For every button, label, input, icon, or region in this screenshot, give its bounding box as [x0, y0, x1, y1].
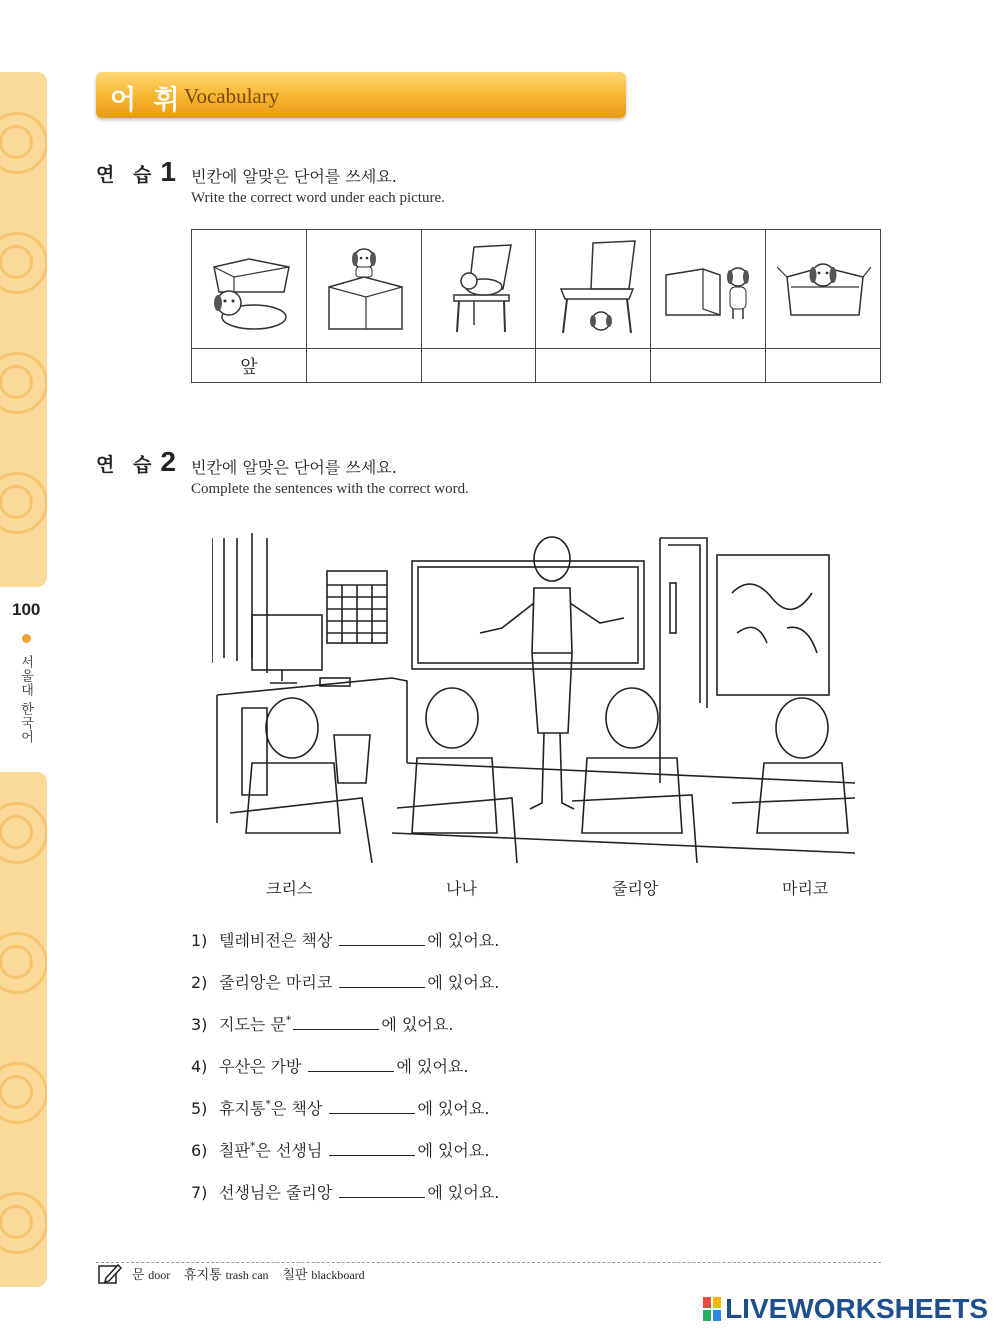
student-name-chris: 크리스: [266, 879, 313, 898]
exercise1-instruction-ko: 빈칸에 알맞은 단어를 쓰세요.: [191, 167, 397, 186]
answer-cell[interactable]: [536, 349, 651, 383]
pencil-note-icon: [98, 1263, 122, 1285]
glossary-asterisk: *: [285, 1013, 292, 1027]
answer-blank[interactable]: [329, 1141, 415, 1156]
sentence-text-before: 텔레비전은 책상: [219, 931, 333, 950]
classroom-illustration: [212, 533, 855, 863]
picture-word-table: [191, 229, 881, 383]
answer-blank[interactable]: [329, 1099, 415, 1114]
exercise1-heading: [96, 156, 176, 188]
sentence-text-before: 휴지통: [219, 1099, 266, 1118]
exercise2-heading: [96, 446, 176, 478]
dog-under-chair-picture: [543, 237, 643, 337]
answer-blank[interactable]: [293, 1015, 379, 1030]
glossary-term-ko: 칠판: [282, 1268, 308, 1283]
watermark-text: LIVEWORKSHEETS: [725, 1293, 988, 1324]
student-name-nana: 나나: [446, 879, 477, 898]
answer-cell[interactable]: [651, 349, 766, 383]
sentence-text-before: 선생님은 줄리앙: [219, 1183, 333, 1202]
sentence-text-after-star: 은 선생님: [255, 1141, 323, 1160]
banner-english-title: Vocabulary: [184, 84, 280, 108]
sentence-text-before: 줄리앙은 마리코: [219, 973, 333, 992]
sentence-number: 4): [191, 1057, 208, 1076]
picture-cell: [421, 230, 536, 349]
swirl-ornament: [0, 1062, 47, 1124]
sentence-number: 6): [191, 1141, 208, 1160]
sentence-text-after: 에 있어요.: [417, 1099, 490, 1118]
answer-blank[interactable]: [308, 1057, 394, 1072]
sentence-item: [191, 1180, 499, 1203]
sidebar-decoration-bottom: [0, 772, 47, 1287]
swirl-ornament: [0, 802, 47, 864]
answer-blank[interactable]: [339, 931, 425, 946]
glossary-term-en: trash can: [225, 1268, 269, 1282]
sentence-number: 7): [191, 1183, 208, 1202]
book-title-vertical: 서울대 한국어: [18, 655, 33, 745]
sentence-number: 3): [191, 1015, 208, 1034]
student-name-row: [0, 876, 1000, 902]
answer-cell[interactable]: [421, 349, 536, 383]
sentence-text-after: 에 있어요.: [427, 973, 500, 992]
sidebar-decoration-top: [0, 72, 47, 587]
sentence-number: 2): [191, 973, 208, 992]
swirl-ornament: [0, 932, 47, 994]
dog-on-box-picture: [314, 237, 414, 337]
sentence-text-after: 에 있어요.: [427, 1183, 500, 1202]
glossary-term-en: blackboard: [311, 1268, 365, 1282]
swirl-ornament: [0, 232, 47, 294]
answer-blank[interactable]: [339, 1183, 425, 1198]
answer-cell[interactable]: [306, 349, 421, 383]
exercise2-instruction-ko: 빈칸에 알맞은 단어를 쓰세요.: [191, 458, 397, 477]
student-name-julien: 줄리앙: [612, 879, 659, 898]
glossary-term-ko: 휴지통: [184, 1268, 222, 1283]
student-name-mariko: 마리코: [782, 879, 829, 898]
glossary-term-ko: 문: [131, 1268, 145, 1283]
sentence-number: 5): [191, 1099, 208, 1118]
exercise-number: 1: [160, 156, 176, 187]
dog-behind-box-picture: [199, 237, 299, 337]
swirl-ornament: [0, 1192, 47, 1254]
swirl-ornament: [0, 472, 47, 534]
picture-cell: [192, 230, 307, 349]
sentence-text-after-star: 은 책상: [270, 1099, 323, 1118]
sentence-text-after: 에 있어요.: [396, 1057, 469, 1076]
bullet-dot: [22, 634, 31, 643]
sentence-text-after: 에 있어요.: [417, 1141, 490, 1160]
exercise-label: 연 습: [96, 454, 158, 476]
exercise-number: 2: [160, 446, 176, 477]
section-banner: [96, 72, 626, 118]
sentence-text-before: 칠판: [219, 1141, 250, 1160]
picture-cell: [536, 230, 651, 349]
picture-cell: [766, 230, 881, 349]
page-number: 100: [12, 600, 41, 619]
dog-on-chair-picture: [429, 237, 529, 337]
exercise1-instruction-en: Write the correct word under each picture.: [191, 190, 445, 206]
dog-next-to-box-picture: [658, 237, 758, 337]
swirl-ornament: [0, 112, 47, 174]
answer-cell[interactable]: 앞: [192, 349, 307, 383]
banner-korean-title: 어 휘: [110, 85, 184, 116]
sentence-text-after: 에 있어요.: [427, 931, 500, 950]
glossary-term-en: door: [148, 1268, 171, 1282]
glossary-asterisk: *: [249, 1139, 256, 1153]
glossary-footer: [98, 1263, 375, 1285]
answer-cell[interactable]: [766, 349, 881, 383]
glossary-asterisk: *: [265, 1097, 271, 1111]
exercise2-instruction-en: Complete the sentences with the correct word.: [191, 481, 469, 497]
liveworksheets-logo: [703, 1293, 988, 1325]
exercise-label: 연 습: [96, 164, 158, 186]
dog-in-box-picture: [773, 237, 873, 337]
answer-blank[interactable]: [339, 973, 425, 988]
sentence-item: [191, 1096, 489, 1119]
live-logo-icon: [703, 1297, 721, 1321]
sentence-item: [191, 1054, 468, 1077]
sentence-item: [191, 970, 499, 993]
sentence-text-before: 지도는 문: [219, 1015, 286, 1034]
sentence-number: 1): [191, 931, 208, 950]
sentence-text-after: 에 있어요.: [381, 1015, 454, 1034]
picture-cell: [651, 230, 766, 349]
sentence-item: [191, 928, 499, 951]
sentence-item: [191, 1012, 453, 1035]
picture-cell: [306, 230, 421, 349]
sentence-text-before: 우산은 가방: [219, 1057, 302, 1076]
swirl-ornament: [0, 352, 47, 414]
sentence-item: [191, 1138, 489, 1161]
